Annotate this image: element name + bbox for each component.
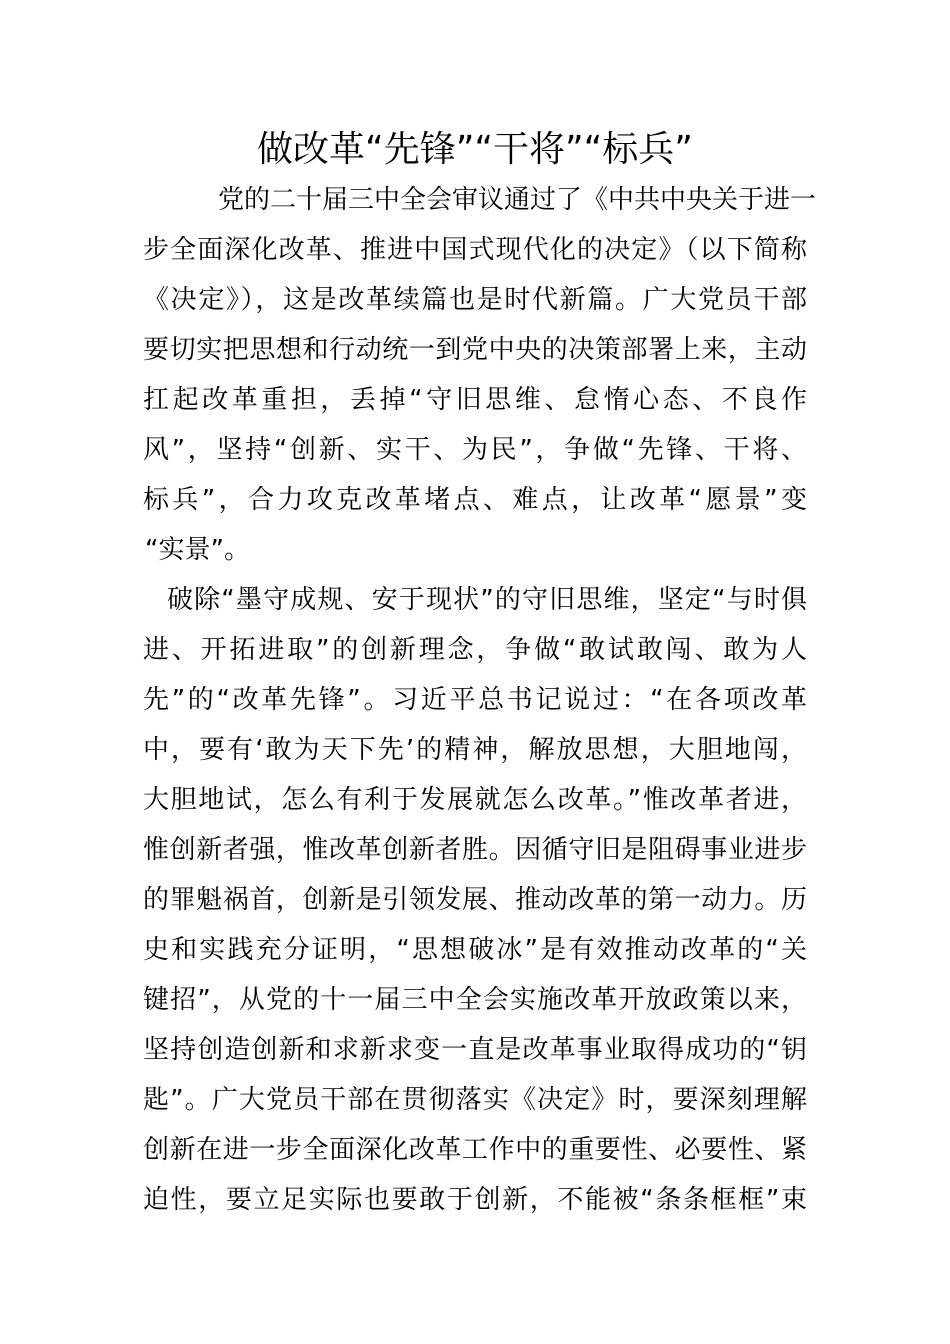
paragraph-2-line-5: 大胆地试，怎么有利于发展就怎么改革。”惟改革者进，	[143, 785, 807, 815]
paragraph-1-line-6: 风”，坚持“创新、实干、为民”，争做“先锋、干将、	[143, 435, 807, 465]
paragraph-1-line-2: 步全面深化改革、推进中国式现代化的决定》（以下简称	[143, 235, 807, 265]
paragraph-2-line-11: 匙”。广大党员干部在贯彻落实《决定》时，要深刻理解	[143, 1085, 807, 1115]
paragraph-2-line-2: 进、开拓进取”的创新理念，争做“敢试敢闯、敢为人	[143, 635, 807, 665]
paragraph-1-line-4: 要切实把思想和行动统一到党中央的决策部署上来，主动	[143, 335, 807, 365]
paragraph-2-line-1: 破除“墨守成规、安于现状”的守旧思维，坚定“与时俱	[167, 585, 807, 615]
paragraph-2-line-13: 迫性，要立足实际也要敢于创新，不能被“条条框框”束	[143, 1185, 807, 1215]
document-title: 做改革“先锋”“干将”“标兵”	[257, 129, 693, 170]
paragraph-2-line-12: 创新在进一步全面深化改革工作中的重要性、必要性、紧	[143, 1135, 807, 1165]
paragraph-1-line-1: 党的二十届三中全会审议通过了《中共中央关于进一	[218, 185, 817, 215]
paragraph-2-line-6: 惟创新者强，惟改革创新者胜。因循守旧是阻碍事业进步	[143, 835, 807, 865]
paragraph-2-line-10: 坚持创造创新和求新求变一直是改革事业取得成功的“钥	[143, 1035, 807, 1065]
paragraph-2-line-3: 先”的“改革先锋”。习近平总书记说过：“在各项改革	[143, 685, 807, 715]
paragraph-2-line-4: 中，要有‘敢为天下先’的精神，解放思想，大胆地闯，	[143, 735, 807, 765]
paragraph-2-line-9: 键招”，从党的十一届三中全会实施改革开放政策以来，	[143, 985, 807, 1015]
paragraph-1-line-7: 标兵”，合力攻克改革堵点、难点，让改革“愿景”变	[143, 485, 807, 515]
paragraph-2-line-8: 史和实践充分证明，“思想破冰”是有效推动改革的“关	[143, 935, 807, 965]
paragraph-1-line-8: “实景”。	[145, 535, 250, 565]
paragraph-1-line-3: 《决定》），这是改革续篇也是时代新篇。广大党员干部	[143, 285, 807, 315]
document-body	[143, 175, 817, 1225]
paragraph-1-line-5: 扛起改革重担，丢掉“守旧思维、怠惰心态、不良作	[143, 385, 807, 415]
paragraph-2-line-7: 的罪魁祸首，创新是引领发展、推动改革的第一动力。历	[143, 885, 807, 915]
